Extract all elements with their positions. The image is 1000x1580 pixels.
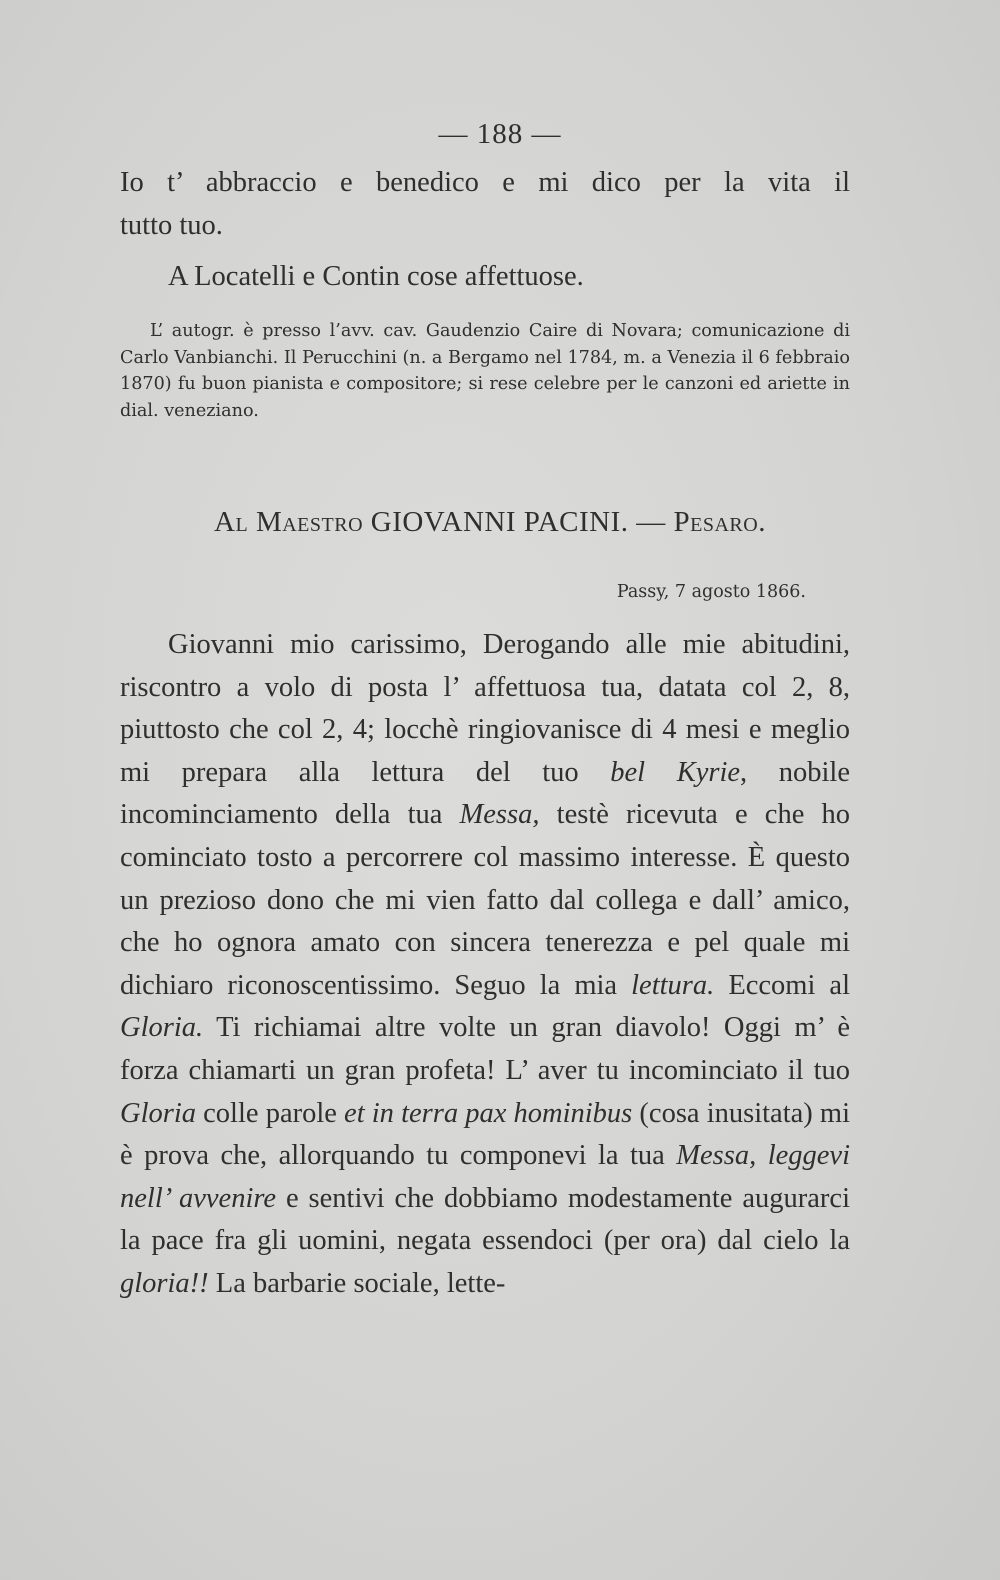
- letter-heading-text: Al Maestro GIOVANNI PACINI. — Pesaro.: [214, 506, 766, 538]
- letter-dateline: Passy, 7 agosto 1866.: [616, 582, 806, 602]
- page-number: — 188 —: [438, 118, 562, 150]
- letter-text-8: e sentivi che dobbiamo modestamente augurarci la pace fra gli uomini, negata essendoci (per ora) dal cielo la: [120, 1182, 850, 1257]
- letter-body: [120, 624, 850, 1306]
- letter-text-3: testè ricevuta e che ho cominciato tosto a percorrere col massimo interesse. È questo un prezioso dono che mi vien fatto dal collega e dall’ amico, che ho ognora amato con sincera tenerezza e pel quale mi dichiaro riconoscentissimo. Seguo la mia: [120, 799, 851, 1001]
- footnote: L’ autogr. è presso l’avv. cav. Gaudenzio Caire di Novara; comunicazione di Carlo Vanbianchi. Il Perucchini (n. a Bergamo nel 1784, m. a Venezia il 6 febbraio 1870) fu buon pianista e compositore; si rese celebre per le canzoni ed ariette in dial. veneziano.: [120, 321, 850, 421]
- letter-text-9: La barbarie sociale, lette-: [208, 1267, 506, 1299]
- letter-text-1: Giovanni mio carissimo, Derogando alle mie abitudini, riscontro a volo di posta l’ affettuosa tua, datata col 2, 8, piuttosto che col 2, 4; locchè ringiovanisce di 4 mesi e meglio mi prepara alla lettura del tuo: [120, 629, 850, 788]
- letter-text-4: Eccomi al: [714, 969, 850, 1001]
- letter-italic-5: Gloria: [120, 1097, 197, 1129]
- letter-italic-4: Gloria.: [120, 1012, 204, 1044]
- closing-paragraph: [120, 162, 850, 247]
- letter-paragraph: [120, 624, 850, 1306]
- greeting-line: A Locatelli e Contin cose affettuose.: [168, 261, 584, 292]
- greeting-paragraph: [120, 256, 850, 299]
- letter-text-6: colle parole: [196, 1097, 345, 1129]
- letter-italic-8: gloria!!: [120, 1267, 209, 1299]
- letter-text-2: , nobile incominciamento della tua: [120, 756, 850, 831]
- letter-heading: [0, 506, 980, 539]
- letter-text-5: Ti richiamai altre volte un gran diavolo! Oggi m’ è forza chiamarti un gran profeta! L’ aver tu incominciato il tuo: [120, 1012, 850, 1086]
- closing-line-1: Io t’ abbraccio e benedico e mi dico per la vita il: [120, 167, 850, 198]
- letter-italic-7: Messa, leggevi nell’ avvenire: [120, 1140, 851, 1214]
- letter-italic-6: et in terra pax hominibus: [344, 1097, 633, 1129]
- letter-italic-3: lettura.: [631, 969, 715, 1001]
- closing-line-2: tutto tuo.: [120, 209, 223, 241]
- letter-italic-1: bel Kyrie: [610, 756, 741, 788]
- letter-italic-2: Messa,: [459, 799, 540, 831]
- letter-text-7: (cosa inusitata) mi è prova che, allorquando tu componevi la tua: [120, 1097, 850, 1172]
